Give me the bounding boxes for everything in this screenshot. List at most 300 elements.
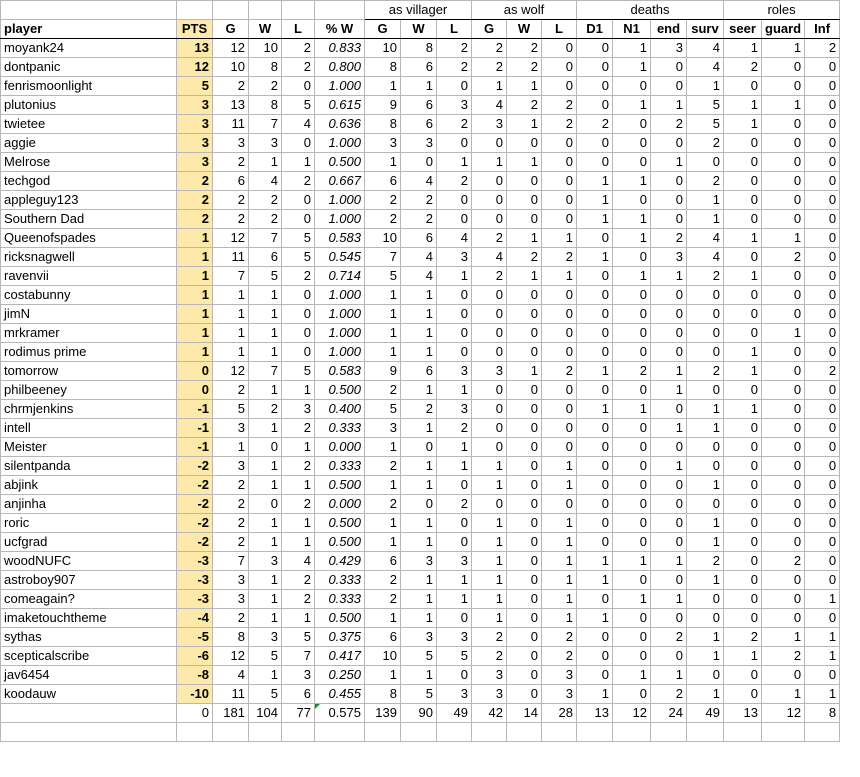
cell-g[interactable]: 7 [213, 267, 249, 286]
cell-vw[interactable]: 1 [401, 666, 437, 685]
group-as-villager[interactable]: as villager [365, 1, 472, 20]
cell-vw[interactable]: 6 [401, 58, 437, 77]
cell-vl[interactable]: 5 [437, 647, 472, 666]
cell-end[interactable]: 0 [651, 438, 687, 457]
cell-inf[interactable]: 0 [805, 134, 840, 153]
cell-wl[interactable]: 0 [542, 77, 577, 96]
cell-pw[interactable]: 0.583 [315, 362, 365, 381]
cell-player[interactable]: intell [1, 419, 177, 438]
cell-l[interactable]: 0 [282, 343, 315, 362]
cell-player[interactable]: techgod [1, 172, 177, 191]
cell-inf[interactable]: 0 [805, 571, 840, 590]
cell-w[interactable]: 1 [249, 324, 282, 343]
cell-d1[interactable]: 0 [577, 419, 613, 438]
cell-ww[interactable]: 0 [507, 400, 542, 419]
column-header-ww[interactable]: W [507, 20, 542, 39]
cell-player[interactable]: tomorrow [1, 362, 177, 381]
cell-vl[interactable]: 0 [437, 666, 472, 685]
total-seer[interactable]: 13 [724, 704, 762, 723]
cell-pts[interactable]: -2 [177, 476, 213, 495]
cell-ww[interactable]: 0 [507, 419, 542, 438]
cell-end[interactable]: 1 [651, 590, 687, 609]
cell-n1[interactable]: 1 [613, 210, 651, 229]
cell-w[interactable]: 2 [249, 77, 282, 96]
cell-inf[interactable]: 0 [805, 514, 840, 533]
cell-inf[interactable]: 0 [805, 115, 840, 134]
cell-w[interactable]: 2 [249, 191, 282, 210]
cell-pw[interactable]: 0.429 [315, 552, 365, 571]
cell-empty[interactable] [177, 723, 213, 742]
cell-wg[interactable]: 0 [472, 324, 507, 343]
cell-pts[interactable]: 5 [177, 77, 213, 96]
cell-l[interactable]: 2 [282, 457, 315, 476]
cell-wl[interactable]: 1 [542, 267, 577, 286]
cell-vw[interactable]: 6 [401, 362, 437, 381]
cell-vl[interactable]: 0 [437, 514, 472, 533]
cell-wl[interactable]: 0 [542, 134, 577, 153]
cell-player[interactable]: ravenvii [1, 267, 177, 286]
cell-seer[interactable]: 0 [724, 381, 762, 400]
cell-l[interactable]: 1 [282, 153, 315, 172]
cell-n1[interactable]: 0 [613, 609, 651, 628]
cell-end[interactable]: 1 [651, 153, 687, 172]
cell-wg[interactable]: 2 [472, 58, 507, 77]
cell-player[interactable]: ricksnagwell [1, 248, 177, 267]
cell-inf[interactable]: 2 [805, 39, 840, 58]
cell-wl[interactable]: 0 [542, 495, 577, 514]
cell-guard[interactable]: 2 [762, 552, 805, 571]
column-header-surv[interactable]: surv [687, 20, 724, 39]
cell-vl[interactable]: 2 [437, 172, 472, 191]
cell-surv[interactable]: 0 [687, 495, 724, 514]
total-w[interactable]: 104 [249, 704, 282, 723]
cell-vw[interactable]: 1 [401, 514, 437, 533]
cell-vl[interactable]: 0 [437, 324, 472, 343]
column-header-inf[interactable]: Inf [805, 20, 840, 39]
cell-player[interactable]: Queenofspades [1, 229, 177, 248]
column-header-d1[interactable]: D1 [577, 20, 613, 39]
cell-vg[interactable]: 6 [365, 628, 401, 647]
cell-inf[interactable]: 0 [805, 305, 840, 324]
cell-n1[interactable]: 1 [613, 172, 651, 191]
cell-pw[interactable]: 1.000 [315, 134, 365, 153]
group-as-wolf[interactable]: as wolf [472, 1, 577, 20]
cell-guard[interactable]: 0 [762, 343, 805, 362]
cell-empty[interactable] [282, 723, 315, 742]
cell-empty[interactable] [762, 723, 805, 742]
cell-empty[interactable] [805, 723, 840, 742]
cell-vl[interactable]: 0 [437, 343, 472, 362]
cell-vg[interactable]: 1 [365, 514, 401, 533]
cell-surv[interactable]: 5 [687, 96, 724, 115]
cell-surv[interactable]: 0 [687, 666, 724, 685]
cell-end[interactable]: 1 [651, 666, 687, 685]
cell-pts[interactable]: 3 [177, 115, 213, 134]
cell-ww[interactable]: 2 [507, 248, 542, 267]
cell-pw[interactable]: 1.000 [315, 286, 365, 305]
cell-vw[interactable]: 1 [401, 476, 437, 495]
cell-d1[interactable]: 1 [577, 609, 613, 628]
cell-empty[interactable] [507, 723, 542, 742]
cell-pw[interactable]: 1.000 [315, 210, 365, 229]
cell-inf[interactable]: 0 [805, 77, 840, 96]
cell-vg[interactable]: 1 [365, 305, 401, 324]
total-pts[interactable]: 0 [177, 704, 213, 723]
cell-seer[interactable]: 1 [724, 362, 762, 381]
cell-surv[interactable]: 2 [687, 267, 724, 286]
cell-end[interactable]: 1 [651, 381, 687, 400]
cell-d1[interactable]: 1 [577, 191, 613, 210]
cell-vl[interactable]: 3 [437, 552, 472, 571]
cell-wl[interactable]: 0 [542, 381, 577, 400]
cell-d1[interactable]: 0 [577, 229, 613, 248]
cell-player[interactable]: roric [1, 514, 177, 533]
cell-d1[interactable]: 1 [577, 210, 613, 229]
cell-d1[interactable]: 0 [577, 666, 613, 685]
cell-vl[interactable]: 0 [437, 533, 472, 552]
cell-player[interactable]: chrmjenkins [1, 400, 177, 419]
cell-vg[interactable]: 1 [365, 343, 401, 362]
cell-empty[interactable] [401, 723, 437, 742]
cell-vg[interactable]: 1 [365, 666, 401, 685]
cell-d1[interactable]: 1 [577, 571, 613, 590]
cell-pts[interactable]: -3 [177, 552, 213, 571]
cell-vg[interactable]: 1 [365, 533, 401, 552]
cell-w[interactable]: 5 [249, 267, 282, 286]
total-l[interactable]: 77 [282, 704, 315, 723]
cell-surv[interactable]: 1 [687, 210, 724, 229]
cell-wg[interactable]: 1 [472, 153, 507, 172]
cell-pw[interactable]: 0.333 [315, 571, 365, 590]
cell-vw[interactable]: 2 [401, 210, 437, 229]
cell-guard[interactable]: 0 [762, 476, 805, 495]
cell-pw[interactable]: 0.636 [315, 115, 365, 134]
cell-wl[interactable]: 1 [542, 457, 577, 476]
cell-wl[interactable]: 0 [542, 58, 577, 77]
cell-end[interactable]: 1 [651, 552, 687, 571]
cell-blank[interactable] [249, 1, 282, 20]
cell-surv[interactable]: 0 [687, 381, 724, 400]
cell-vg[interactable]: 5 [365, 267, 401, 286]
cell-pw[interactable]: 1.000 [315, 77, 365, 96]
cell-player[interactable]: sythas [1, 628, 177, 647]
cell-pts[interactable]: -2 [177, 533, 213, 552]
column-header-seer[interactable]: seer [724, 20, 762, 39]
cell-inf[interactable]: 0 [805, 381, 840, 400]
cell-vl[interactable]: 4 [437, 229, 472, 248]
cell-d1[interactable]: 1 [577, 172, 613, 191]
cell-pts[interactable]: 0 [177, 362, 213, 381]
cell-wl[interactable]: 2 [542, 115, 577, 134]
cell-player[interactable]: Melrose [1, 153, 177, 172]
cell-blank[interactable] [282, 1, 315, 20]
cell-seer[interactable]: 0 [724, 210, 762, 229]
cell-inf[interactable]: 0 [805, 229, 840, 248]
total-d1[interactable]: 13 [577, 704, 613, 723]
cell-wl[interactable]: 0 [542, 210, 577, 229]
cell-w[interactable]: 6 [249, 248, 282, 267]
cell-vw[interactable]: 1 [401, 305, 437, 324]
cell-vl[interactable]: 0 [437, 305, 472, 324]
cell-n1[interactable]: 0 [613, 438, 651, 457]
cell-player[interactable]: aggie [1, 134, 177, 153]
cell-seer[interactable]: 1 [724, 96, 762, 115]
cell-pw[interactable]: 0.500 [315, 514, 365, 533]
cell-w[interactable]: 1 [249, 343, 282, 362]
cell-d1[interactable]: 0 [577, 647, 613, 666]
cell-guard[interactable]: 0 [762, 438, 805, 457]
total-wl[interactable]: 28 [542, 704, 577, 723]
cell-d1[interactable]: 0 [577, 476, 613, 495]
cell-vw[interactable]: 1 [401, 590, 437, 609]
cell-n1[interactable]: 0 [613, 191, 651, 210]
cell-g[interactable]: 3 [213, 590, 249, 609]
cell-guard[interactable]: 0 [762, 286, 805, 305]
cell-g[interactable]: 1 [213, 286, 249, 305]
cell-vg[interactable]: 5 [365, 400, 401, 419]
group-deaths[interactable]: deaths [577, 1, 724, 20]
cell-inf[interactable]: 0 [805, 172, 840, 191]
cell-g[interactable]: 1 [213, 324, 249, 343]
cell-pts[interactable]: -1 [177, 438, 213, 457]
cell-vw[interactable]: 1 [401, 457, 437, 476]
cell-w[interactable]: 1 [249, 533, 282, 552]
cell-vl[interactable]: 2 [437, 58, 472, 77]
cell-surv[interactable]: 5 [687, 115, 724, 134]
cell-vg[interactable]: 10 [365, 229, 401, 248]
cell-vw[interactable]: 5 [401, 647, 437, 666]
cell-ww[interactable]: 0 [507, 647, 542, 666]
cell-seer[interactable]: 0 [724, 134, 762, 153]
cell-vl[interactable]: 3 [437, 628, 472, 647]
cell-n1[interactable]: 1 [613, 666, 651, 685]
cell-pw[interactable]: 0.714 [315, 267, 365, 286]
cell-player[interactable]: Southern Dad [1, 210, 177, 229]
cell-w[interactable]: 1 [249, 476, 282, 495]
cell-l[interactable]: 0 [282, 324, 315, 343]
cell-surv[interactable]: 0 [687, 343, 724, 362]
cell-empty[interactable] [577, 723, 613, 742]
cell-w[interactable]: 0 [249, 495, 282, 514]
cell-inf[interactable]: 2 [805, 362, 840, 381]
total-pw[interactable]: 0.575 [315, 704, 365, 723]
cell-end[interactable]: 0 [651, 305, 687, 324]
cell-n1[interactable]: 0 [613, 647, 651, 666]
cell-g[interactable]: 12 [213, 647, 249, 666]
column-header-guard[interactable]: guard [762, 20, 805, 39]
cell-surv[interactable]: 0 [687, 305, 724, 324]
cell-vw[interactable]: 3 [401, 628, 437, 647]
cell-vl[interactable]: 1 [437, 571, 472, 590]
cell-w[interactable]: 1 [249, 571, 282, 590]
cell-pts[interactable]: -2 [177, 514, 213, 533]
cell-wg[interactable]: 1 [472, 476, 507, 495]
cell-empty[interactable] [687, 723, 724, 742]
cell-pts[interactable]: -5 [177, 628, 213, 647]
cell-surv[interactable]: 0 [687, 457, 724, 476]
cell-guard[interactable]: 0 [762, 172, 805, 191]
cell-guard[interactable]: 0 [762, 666, 805, 685]
cell-ww[interactable]: 0 [507, 609, 542, 628]
cell-surv[interactable]: 1 [687, 400, 724, 419]
cell-seer[interactable]: 0 [724, 286, 762, 305]
cell-pts[interactable]: -4 [177, 609, 213, 628]
cell-w[interactable]: 8 [249, 96, 282, 115]
cell-player[interactable]: dontpanic [1, 58, 177, 77]
cell-pw[interactable]: 0.400 [315, 400, 365, 419]
cell-wg[interactable]: 0 [472, 286, 507, 305]
cell-end[interactable]: 3 [651, 39, 687, 58]
cell-ww[interactable]: 1 [507, 362, 542, 381]
cell-seer[interactable]: 0 [724, 476, 762, 495]
cell-w[interactable]: 1 [249, 381, 282, 400]
cell-ww[interactable]: 2 [507, 39, 542, 58]
cell-ww[interactable]: 0 [507, 286, 542, 305]
cell-guard[interactable]: 0 [762, 115, 805, 134]
cell-d1[interactable]: 2 [577, 115, 613, 134]
cell-pw[interactable]: 0.375 [315, 628, 365, 647]
cell-guard[interactable]: 1 [762, 39, 805, 58]
cell-wl[interactable]: 0 [542, 172, 577, 191]
cell-l[interactable]: 2 [282, 267, 315, 286]
cell-guard[interactable]: 0 [762, 191, 805, 210]
cell-surv[interactable]: 2 [687, 172, 724, 191]
cell-wl[interactable]: 2 [542, 96, 577, 115]
cell-d1[interactable]: 0 [577, 514, 613, 533]
cell-pts[interactable]: 3 [177, 153, 213, 172]
cell-vl[interactable]: 3 [437, 685, 472, 704]
cell-w[interactable]: 3 [249, 134, 282, 153]
cell-g[interactable]: 3 [213, 419, 249, 438]
cell-l[interactable]: 1 [282, 533, 315, 552]
cell-ww[interactable]: 0 [507, 552, 542, 571]
cell-pts[interactable]: 3 [177, 96, 213, 115]
cell-end[interactable]: 0 [651, 476, 687, 495]
cell-l[interactable]: 4 [282, 552, 315, 571]
cell-surv[interactable]: 1 [687, 77, 724, 96]
cell-end[interactable]: 0 [651, 514, 687, 533]
cell-surv[interactable]: 1 [687, 533, 724, 552]
cell-pts[interactable]: -6 [177, 647, 213, 666]
cell-guard[interactable]: 0 [762, 609, 805, 628]
cell-inf[interactable]: 1 [805, 685, 840, 704]
cell-wg[interactable]: 1 [472, 590, 507, 609]
total-n1[interactable]: 12 [613, 704, 651, 723]
cell-pts[interactable]: -2 [177, 495, 213, 514]
cell-d1[interactable]: 0 [577, 533, 613, 552]
cell-seer[interactable]: 0 [724, 457, 762, 476]
cell-wg[interactable]: 0 [472, 495, 507, 514]
cell-d1[interactable]: 1 [577, 362, 613, 381]
cell-w[interactable]: 1 [249, 609, 282, 628]
cell-surv[interactable]: 1 [687, 571, 724, 590]
cell-guard[interactable]: 0 [762, 58, 805, 77]
cell-blank[interactable] [213, 1, 249, 20]
cell-wl[interactable]: 0 [542, 153, 577, 172]
cell-l[interactable]: 0 [282, 134, 315, 153]
cell-end[interactable]: 0 [651, 400, 687, 419]
cell-n1[interactable]: 1 [613, 590, 651, 609]
cell-end[interactable]: 0 [651, 571, 687, 590]
cell-vl[interactable]: 1 [437, 457, 472, 476]
cell-wl[interactable]: 3 [542, 666, 577, 685]
cell-l[interactable]: 7 [282, 647, 315, 666]
cell-n1[interactable]: 0 [613, 324, 651, 343]
cell-vl[interactable]: 2 [437, 115, 472, 134]
cell-guard[interactable]: 1 [762, 628, 805, 647]
cell-n1[interactable]: 0 [613, 153, 651, 172]
cell-vw[interactable]: 1 [401, 533, 437, 552]
cell-d1[interactable]: 1 [577, 248, 613, 267]
cell-blank[interactable] [1, 1, 177, 20]
cell-vg[interactable]: 1 [365, 476, 401, 495]
cell-vg[interactable]: 2 [365, 381, 401, 400]
cell-wl[interactable]: 0 [542, 343, 577, 362]
cell-wg[interactable]: 0 [472, 191, 507, 210]
cell-inf[interactable]: 0 [805, 419, 840, 438]
cell-w[interactable]: 7 [249, 115, 282, 134]
cell-d1[interactable]: 0 [577, 457, 613, 476]
cell-pw[interactable]: 0.800 [315, 58, 365, 77]
cell-pw[interactable]: 1.000 [315, 324, 365, 343]
cell-l[interactable]: 1 [282, 381, 315, 400]
cell-surv[interactable]: 4 [687, 58, 724, 77]
cell-wg[interactable]: 0 [472, 381, 507, 400]
cell-n1[interactable]: 0 [613, 571, 651, 590]
cell-inf[interactable]: 0 [805, 495, 840, 514]
cell-n1[interactable]: 2 [613, 362, 651, 381]
cell-vg[interactable]: 2 [365, 191, 401, 210]
cell-w[interactable]: 3 [249, 552, 282, 571]
cell-n1[interactable]: 0 [613, 381, 651, 400]
cell-seer[interactable]: 0 [724, 590, 762, 609]
cell-d1[interactable]: 0 [577, 324, 613, 343]
cell-wg[interactable]: 1 [472, 552, 507, 571]
cell-g[interactable]: 3 [213, 134, 249, 153]
cell-ww[interactable]: 2 [507, 58, 542, 77]
cell-w[interactable]: 5 [249, 647, 282, 666]
cell-wg[interactable]: 0 [472, 438, 507, 457]
cell-seer[interactable]: 0 [724, 77, 762, 96]
cell-end[interactable]: 1 [651, 419, 687, 438]
cell-vg[interactable]: 1 [365, 286, 401, 305]
cell-n1[interactable]: 0 [613, 495, 651, 514]
column-header-wl[interactable]: L [542, 20, 577, 39]
cell-g[interactable]: 12 [213, 229, 249, 248]
cell-end[interactable]: 0 [651, 343, 687, 362]
cell-pw[interactable]: 0.500 [315, 381, 365, 400]
cell-empty[interactable] [213, 723, 249, 742]
cell-l[interactable]: 0 [282, 191, 315, 210]
cell-vw[interactable]: 1 [401, 343, 437, 362]
cell-seer[interactable]: 0 [724, 419, 762, 438]
cell-pw[interactable]: 0.333 [315, 419, 365, 438]
cell-guard[interactable]: 0 [762, 590, 805, 609]
cell-player[interactable]: woodNUFC [1, 552, 177, 571]
cell-d1[interactable]: 1 [577, 685, 613, 704]
column-header-n1[interactable]: N1 [613, 20, 651, 39]
cell-inf[interactable]: 0 [805, 153, 840, 172]
cell-ww[interactable]: 0 [507, 305, 542, 324]
cell-n1[interactable]: 0 [613, 419, 651, 438]
cell-l[interactable]: 1 [282, 476, 315, 495]
cell-guard[interactable]: 1 [762, 229, 805, 248]
cell-pw[interactable]: 0.667 [315, 172, 365, 191]
cell-pts[interactable]: 12 [177, 58, 213, 77]
cell-wl[interactable]: 1 [542, 476, 577, 495]
column-header-l[interactable]: L [282, 20, 315, 39]
cell-vw[interactable]: 2 [401, 191, 437, 210]
